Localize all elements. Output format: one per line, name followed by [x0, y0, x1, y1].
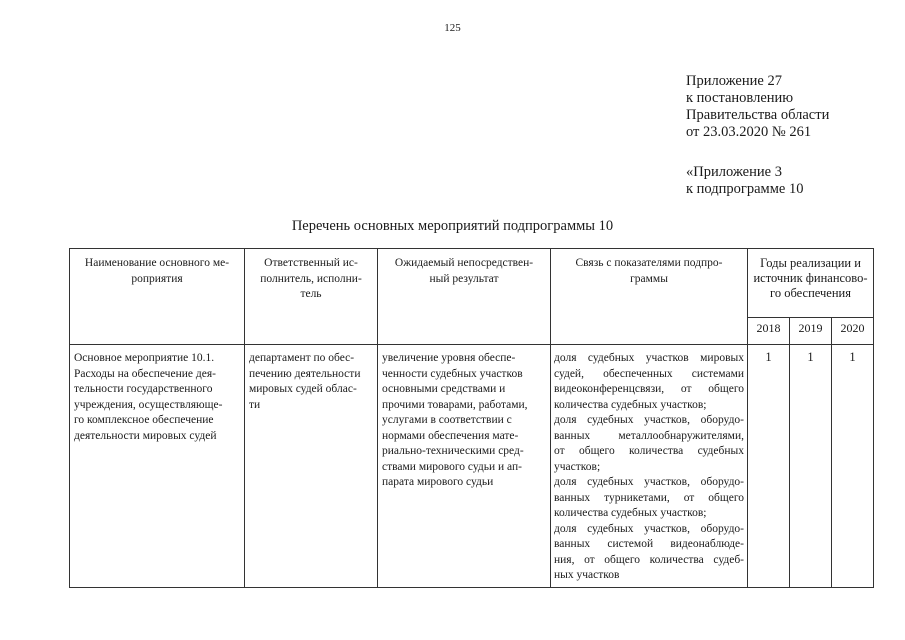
cell-indicators-link: доля судебных участков мировых судей, обеспеченных системами видеоконференцсвязи, от общего количества судебных участков; доля судебных участков, оборудо- ванных металлообнаружителями, от общего количества судебных участков; доля судебных участков, оборудо- ванных турникетами, от общего количества судебных участков; доля судебных участков, оборудо- ванных системой видеонаблюде- ния, от общего количества судеб- ных участков	[551, 345, 748, 588]
table-row	[70, 345, 874, 588]
appendix-line: Приложение 27	[686, 73, 782, 89]
cell-expected-result: увеличение уровня обеспе- ченности судебных участков основными средствами и прочими товарами, работами, услугами в соответствии с нормами обеспечения мате- риально-техническими сред- ствами мирового судьи и ап- парата мирового судьи	[378, 345, 551, 588]
cell-activity-name: Основное мероприятие 10.1. Расходы на обеспечение дея- тельности государственного учреждения, осуществляюще- го комплексное обеспечение деятельности мировых судей	[70, 345, 245, 588]
document-title: Перечень основных мероприятий подпрограммы 10	[291, 218, 614, 234]
year-header: 2020	[832, 318, 874, 345]
header-expected-result: Ожидаемый непосредствен- ный результат	[378, 249, 551, 345]
appendix-line: к подпрограмме 10	[686, 181, 804, 197]
appendix-block	[686, 73, 829, 198]
appendix-line: Правительства области	[686, 107, 830, 123]
value-2019: 1	[790, 345, 832, 588]
header-executor: Ответственный ис- полнитель, исполни- тель	[245, 249, 378, 345]
header-activity-name: Наименование основного ме- роприятия	[70, 249, 245, 345]
appendix-line: «Приложение 3	[686, 164, 782, 180]
header-indicators-link: Связь с показателями подпро- граммы	[551, 249, 748, 345]
cell-executor: департамент по обес- печению деятельности мировых судей облас- ти	[245, 345, 378, 588]
page-number: 125	[444, 22, 461, 34]
year-header: 2018	[748, 318, 790, 345]
activities-table	[69, 248, 874, 588]
year-header: 2019	[790, 318, 832, 345]
value-2018: 1	[748, 345, 790, 588]
appendix-line: к постановлению	[686, 90, 794, 106]
appendix-line: от 23.03.2020 № 261	[686, 124, 812, 140]
value-2020: 1	[832, 345, 874, 588]
header-years: Годы реализации и источник финансово- го обеспечения	[748, 249, 874, 318]
table-header-row	[70, 249, 874, 318]
